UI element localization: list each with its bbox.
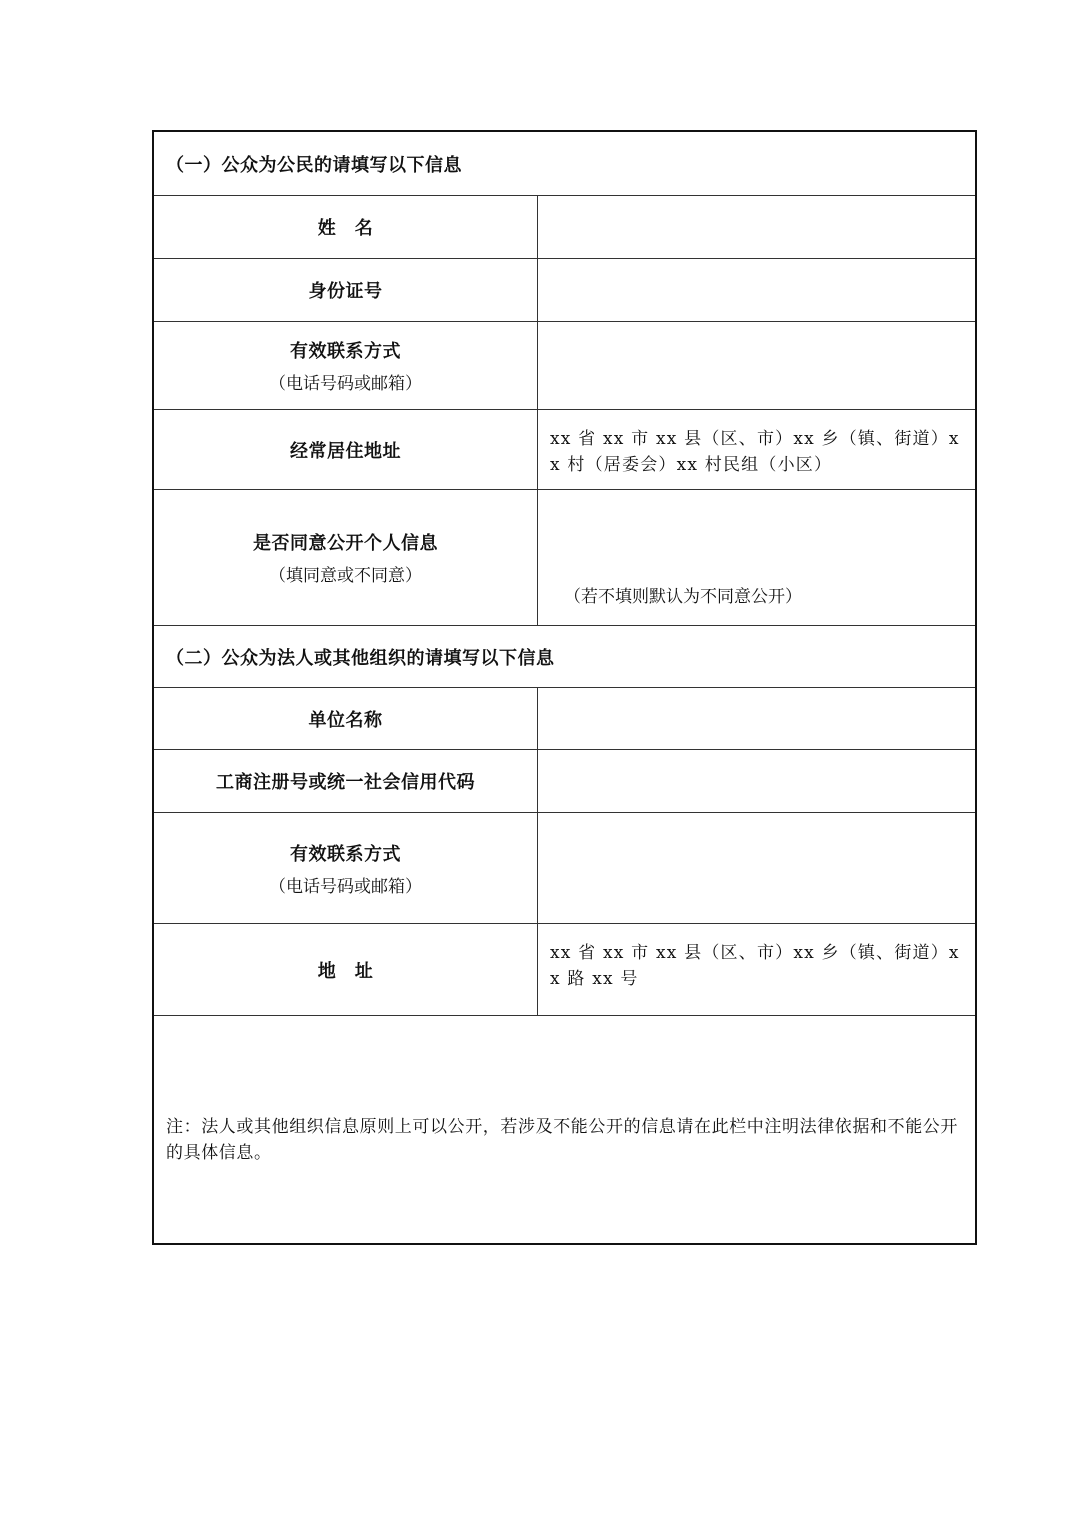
consent-sublabel: （填同意或不同意） bbox=[269, 566, 422, 586]
consent-input-cell[interactable] bbox=[538, 490, 975, 625]
contact-label: 有效联系方式 bbox=[290, 341, 401, 362]
consent-label: 是否同意公开个人信息 bbox=[253, 533, 438, 554]
org-name-row bbox=[154, 688, 975, 750]
consent-label-cell bbox=[154, 490, 538, 625]
org-address-label: 地 址 bbox=[317, 960, 374, 982]
section2-title: （二）公众为法人或其他组织的请填写以下信息 bbox=[166, 647, 555, 669]
id-number-input-cell[interactable] bbox=[538, 259, 975, 321]
note-row bbox=[154, 1016, 975, 1243]
name-label-cell bbox=[154, 196, 538, 258]
residence-input-cell[interactable] bbox=[538, 410, 975, 489]
id-number-row bbox=[154, 259, 975, 322]
org-contact-label: 有效联系方式 bbox=[290, 843, 401, 865]
id-number-label-cell bbox=[154, 259, 538, 321]
registration-code-label: 工商注册号或统一社会信用代码 bbox=[216, 772, 475, 793]
consent-default-hint: （若不填则默认为不同意公开） bbox=[564, 587, 802, 607]
registration-code-row bbox=[154, 750, 975, 813]
name-row bbox=[154, 196, 975, 259]
residence-template-text: xx 省 xx 市 xx 县（区、市）xx 乡（镇、街道）xx 村（居委会）xx 村民组（小区） bbox=[550, 429, 960, 475]
section2-header-row bbox=[154, 626, 975, 688]
org-contact-label-cell bbox=[154, 813, 538, 923]
org-address-input-cell[interactable] bbox=[538, 924, 975, 1015]
section1-title: （一）公众为公民的请填写以下信息 bbox=[166, 154, 462, 176]
contact-sublabel: （电话号码或邮箱） bbox=[269, 374, 422, 394]
id-number-label: 身份证号 bbox=[308, 281, 383, 302]
org-name-label-cell bbox=[154, 688, 538, 749]
residence-label: 经常居住地址 bbox=[290, 440, 401, 462]
org-contact-row bbox=[154, 813, 975, 924]
name-input-cell[interactable] bbox=[538, 196, 975, 258]
contact-row bbox=[154, 322, 975, 410]
note-text: 注：法人或其他组织信息原则上可以公开，若涉及不能公开的信息请在此栏中注明法律依据和不能公开的具体信息。 bbox=[166, 1117, 958, 1163]
org-name-input-cell[interactable] bbox=[538, 688, 975, 749]
org-contact-input-cell[interactable] bbox=[538, 813, 975, 923]
registration-code-label-cell bbox=[154, 750, 538, 812]
contact-input-cell[interactable] bbox=[538, 322, 975, 409]
consent-row bbox=[154, 490, 975, 626]
contact-label-cell bbox=[154, 322, 538, 409]
org-contact-sublabel: （电话号码或邮箱） bbox=[269, 876, 422, 897]
registration-code-input-cell[interactable] bbox=[538, 750, 975, 812]
info-form-table bbox=[152, 130, 977, 1245]
residence-label-cell bbox=[154, 410, 538, 489]
org-address-template-text: xx 省 xx 市 xx 县（区、市）xx 乡（镇、街道）xx 路 xx 号 bbox=[550, 943, 960, 989]
residence-row bbox=[154, 410, 975, 490]
org-name-label: 单位名称 bbox=[308, 709, 383, 731]
org-address-label-cell bbox=[154, 924, 538, 1015]
section1-header-row bbox=[154, 132, 975, 196]
org-address-row bbox=[154, 924, 975, 1016]
name-label: 姓 名 bbox=[317, 218, 374, 239]
